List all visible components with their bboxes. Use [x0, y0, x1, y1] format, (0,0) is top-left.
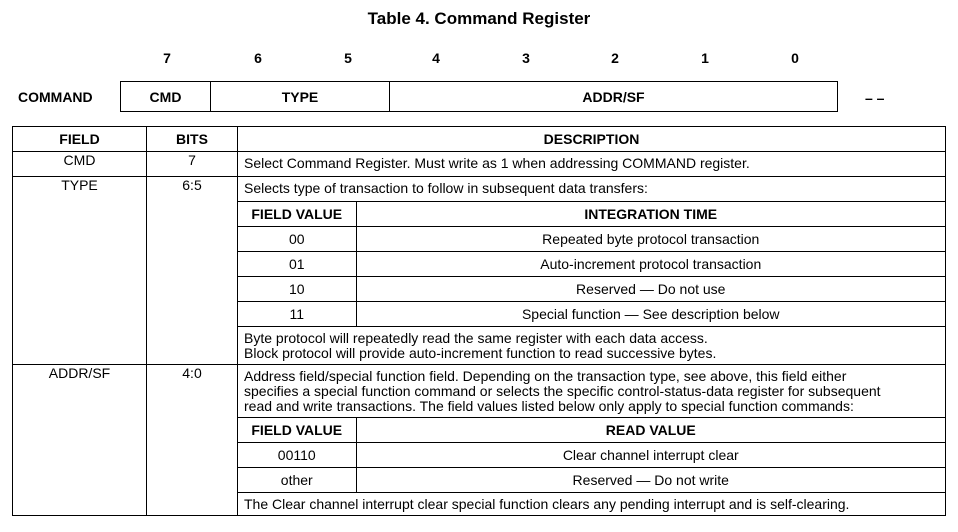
header-description: DESCRIPTION: [238, 127, 946, 152]
field-description: [238, 365, 946, 516]
table-title: Table 4. Command Register: [367, 9, 591, 28]
description-line: Byte protocol will repeatedly read the same register with each data access.: [244, 330, 708, 346]
description-notes: [238, 326, 945, 364]
field-bits: 7: [147, 152, 238, 177]
table-header-row: [13, 127, 946, 152]
sub-table-row: [238, 252, 945, 277]
sub-cell-meaning: Reserved — Do not use: [356, 277, 945, 302]
addr-sf-values-table: [238, 417, 945, 492]
field-description: [238, 177, 946, 365]
description-text: Select Command Register. Must write as 1 when addressing COMMAND register.: [244, 155, 750, 171]
description-line: Block protocol will provide auto-increment function to read successive bytes.: [244, 345, 717, 361]
bit-number-2: 2: [611, 50, 619, 66]
sub-cell-meaning: Special function — See description below: [356, 302, 945, 327]
register-field-addr-sf: ADDR/SF: [389, 81, 838, 112]
sub-header-row: [238, 202, 945, 227]
sub-cell-value: 01: [238, 252, 356, 277]
sub-cell-meaning: Repeated byte protocol transaction: [356, 227, 945, 252]
sub-cell-meaning: Clear channel interrupt clear: [356, 443, 945, 468]
register-field-type: TYPE: [210, 81, 390, 112]
sub-header-field-value: FIELD VALUE: [238, 418, 356, 443]
register-default-value: – –: [865, 90, 885, 106]
sub-cell-value: other: [238, 468, 356, 493]
description-line: Address field/special function field. Depending on the transaction type, see above, this field either: [244, 368, 847, 384]
register-name: COMMAND: [18, 89, 93, 105]
description-line: specifies a special function command or selects the specific control-status-data register for subsequent: [244, 383, 881, 399]
sub-cell-meaning: Reserved — Do not write: [356, 468, 945, 493]
sub-cell-value: 10: [238, 277, 356, 302]
sub-cell-value: 00: [238, 227, 356, 252]
field-description: [238, 152, 946, 177]
description-line: read and write transactions. The field values listed below only apply to special function commands:: [244, 398, 854, 414]
sub-header-read-value: READ VALUE: [356, 418, 945, 443]
sub-header-row: [238, 418, 945, 443]
sub-cell-meaning: Auto-increment protocol transaction: [356, 252, 945, 277]
register-field-cmd: CMD: [120, 81, 211, 112]
sub-cell-value: 00110: [238, 443, 356, 468]
bit-number-1: 1: [701, 50, 709, 66]
sub-header-integration-time: INTEGRATION TIME: [356, 202, 945, 227]
field-name: TYPE: [13, 177, 147, 365]
field-name: ADDR/SF: [13, 365, 147, 516]
description-intro: Selects type of transaction to follow in subsequent data transfers:: [244, 180, 648, 196]
field-description-table: [12, 126, 946, 516]
table-row-cmd: [13, 152, 946, 177]
field-bits: 4:0: [147, 365, 238, 516]
table-row-addr-sf: [13, 365, 946, 516]
bit-number-6: 6: [254, 50, 262, 66]
field-name: CMD: [13, 152, 147, 177]
bit-number-5: 5: [344, 50, 352, 66]
description-note: The Clear channel interrupt clear special function clears any pending interrupt and is self-clearing.: [238, 492, 945, 515]
header-bits: BITS: [147, 127, 238, 152]
sub-table-row: [238, 227, 945, 252]
sub-table-row: [238, 468, 945, 493]
sub-table-row: [238, 443, 945, 468]
field-bits: 6:5: [147, 177, 238, 365]
table-row-type: [13, 177, 946, 365]
sub-table-row: [238, 302, 945, 327]
bit-number-7: 7: [163, 50, 171, 66]
bit-number-4: 4: [432, 50, 440, 66]
sub-table-row: [238, 277, 945, 302]
sub-cell-value: 11: [238, 302, 356, 327]
header-field: FIELD: [13, 127, 147, 152]
description-intro: [238, 365, 945, 417]
bit-number-0: 0: [791, 50, 799, 66]
bit-number-3: 3: [522, 50, 530, 66]
type-values-table: [238, 201, 945, 326]
sub-header-field-value: FIELD VALUE: [238, 202, 356, 227]
